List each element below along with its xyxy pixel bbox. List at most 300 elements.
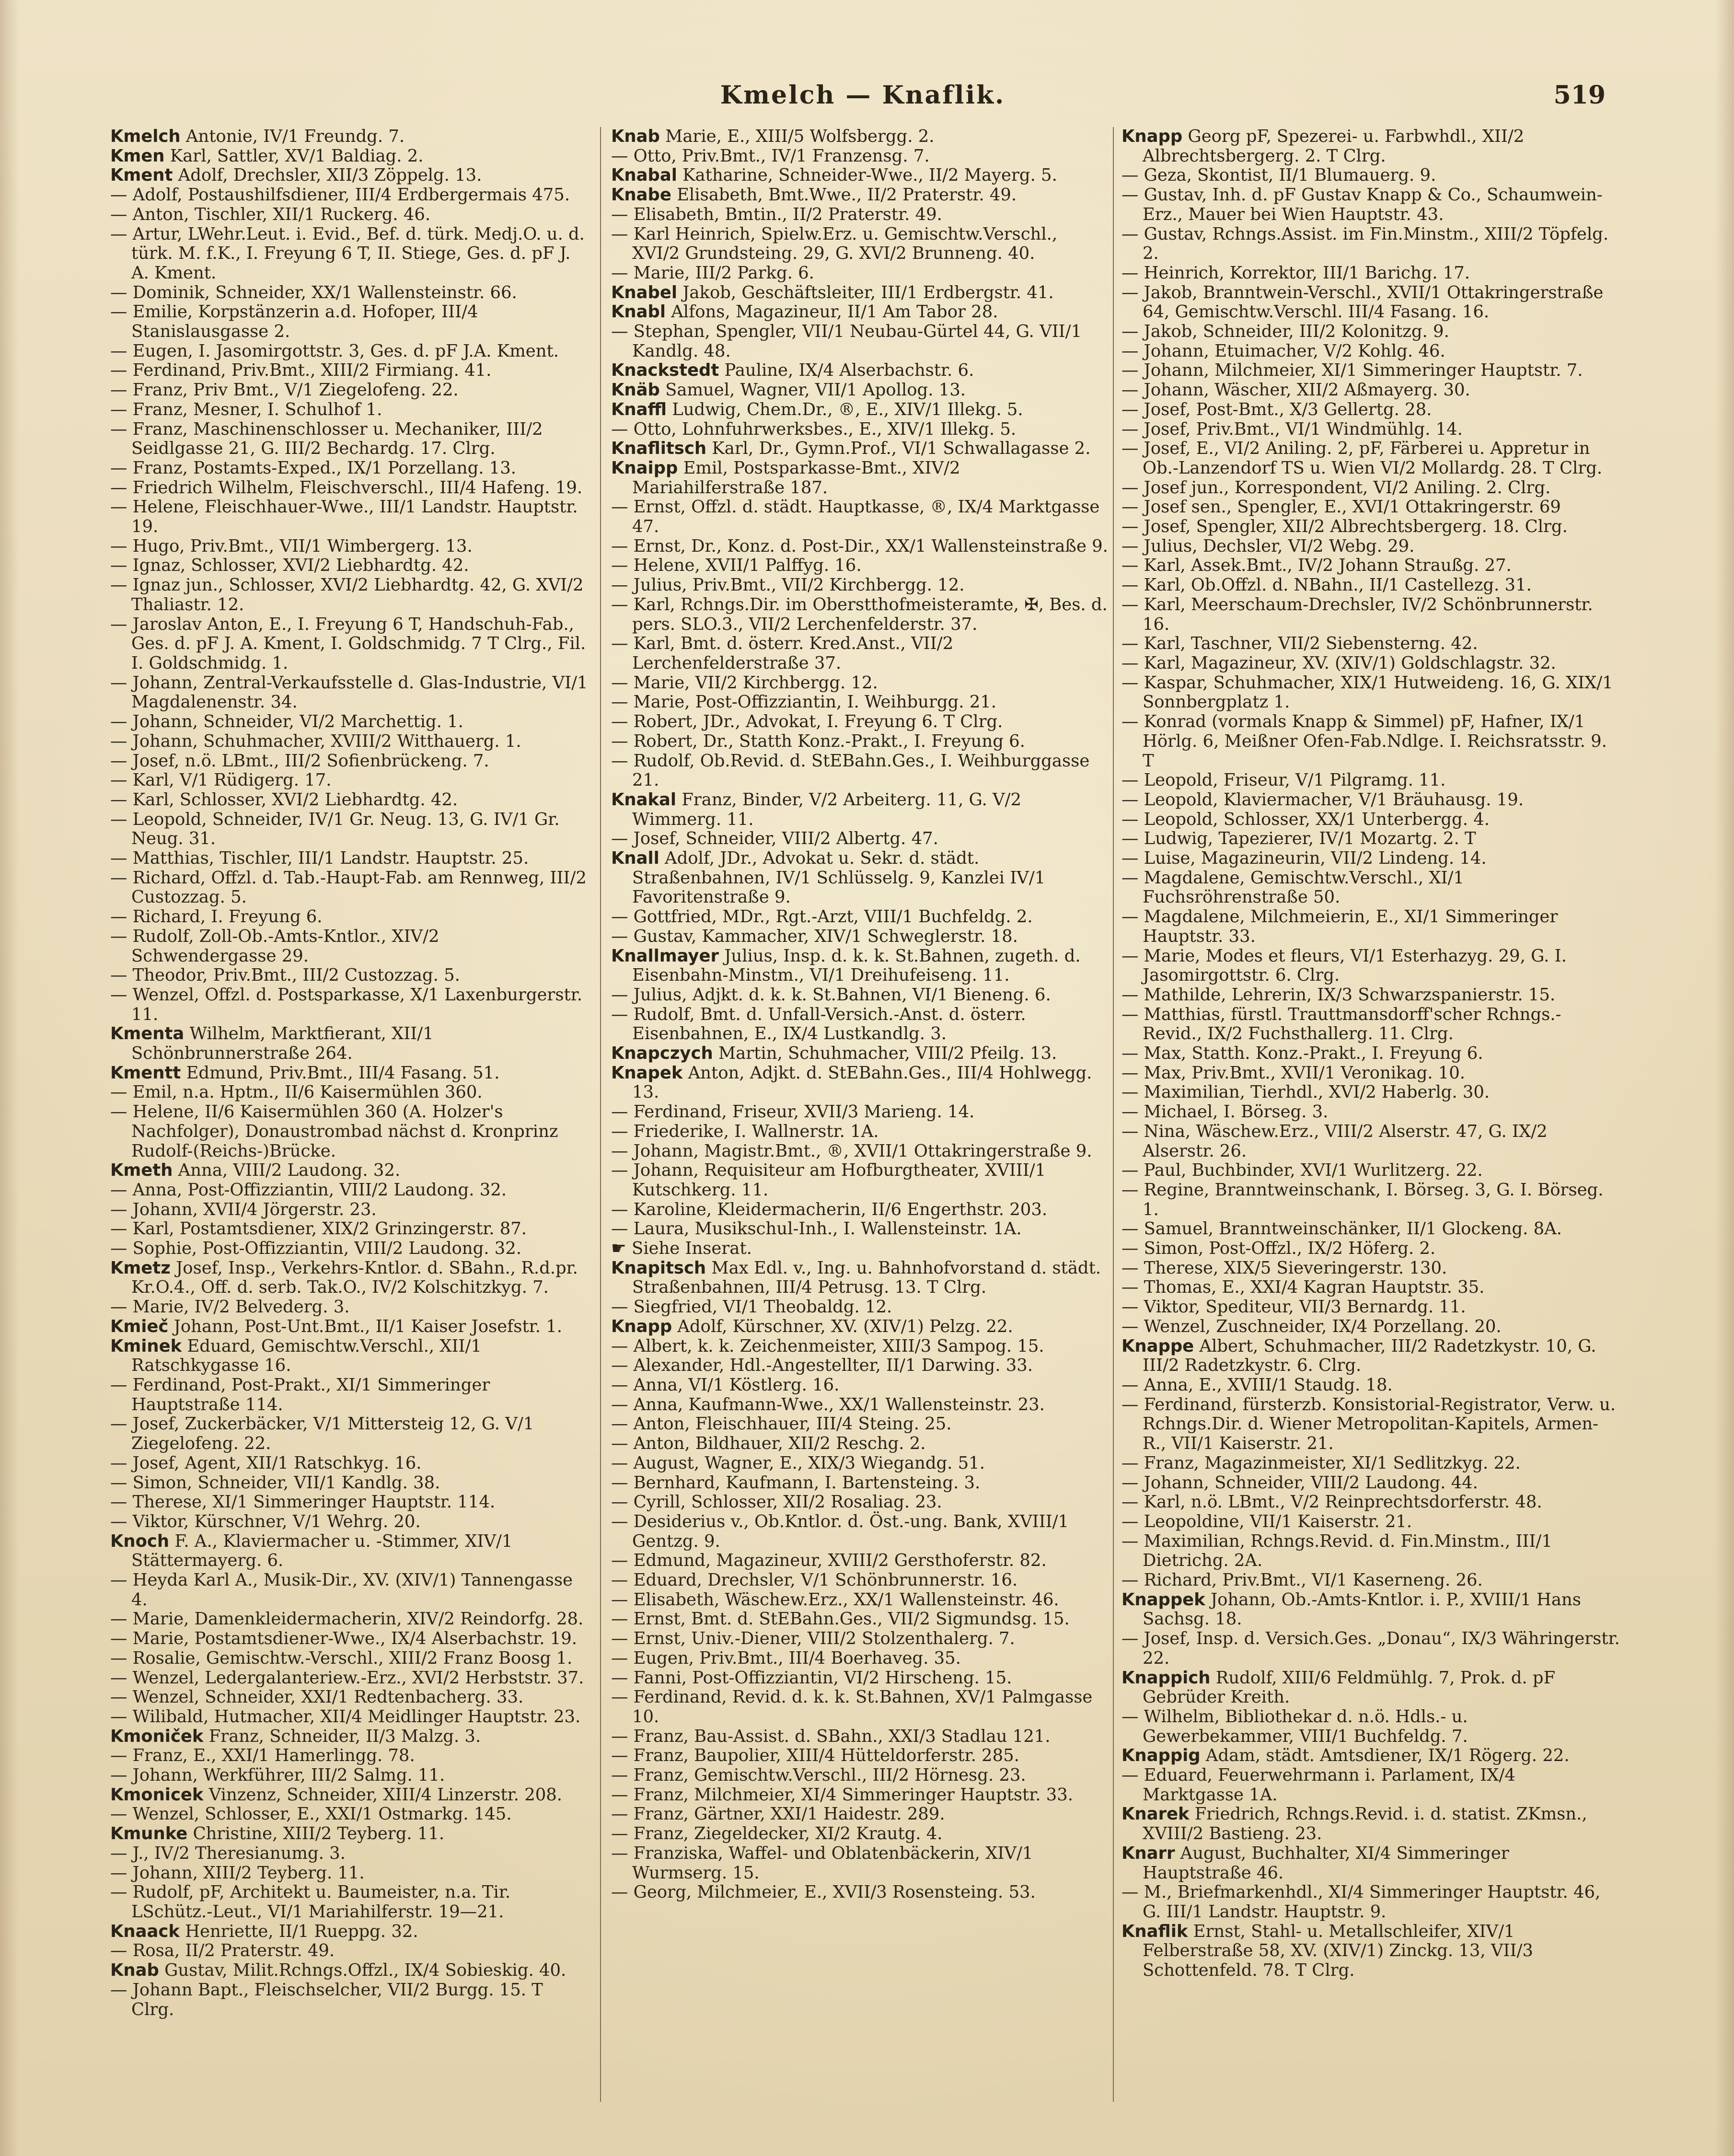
- entry-text: — Karl, Postamtsdiener, XIX/2 Grinzingerstr. 87.: [110, 1219, 527, 1239]
- entry-headword: Knabal: [611, 165, 677, 185]
- directory-entry: [611, 1064, 1110, 1102]
- entry-text: — M., Briefmarkenhdl., XI/4 Simmeringer Hauptstr. 46, G. III/1 Landstr. Hauptstr. 9.: [1121, 1882, 1601, 1922]
- entry-headword: Knapczych: [611, 1043, 713, 1064]
- entry-text: — Adolf, Postaushilfsdiener, III/4 Erdbergermais 475.: [110, 185, 570, 205]
- directory-entry: [611, 927, 1110, 947]
- directory-entry: [611, 907, 1110, 927]
- entry-text: — Franz, Priv Bmt., V/1 Ziegelofeng. 22.: [110, 380, 459, 400]
- directory-entry: [1121, 322, 1620, 342]
- directory-entry: [1121, 439, 1620, 478]
- directory-entry: [611, 1376, 1110, 1395]
- entry-text: — Max, Statth. Konz.-Prakt., I. Freyung 6.: [1121, 1043, 1483, 1064]
- entry-headword: Knapp: [611, 1316, 672, 1336]
- directory-entry: [1121, 1883, 1620, 1922]
- directory-entry: [110, 869, 590, 907]
- entry-headword: Knapek: [611, 1063, 683, 1083]
- directory-entry: [1121, 1064, 1620, 1083]
- directory-entry: [611, 985, 1110, 1005]
- entry-text: — Michael, I. Börseg. 3.: [1121, 1102, 1329, 1122]
- entry-text: — Elisabeth, Wäschew.Erz., XX/1 Wallensteinstr. 46.: [611, 1589, 1059, 1610]
- directory-entry: [1121, 1259, 1620, 1278]
- directory-entry: [110, 1785, 590, 1805]
- directory-entry: [1121, 1454, 1620, 1473]
- directory-entry: [110, 1317, 590, 1337]
- entry-text: — Ferdinand, fürsterzb. Konsistorial-Registrator, Verw. u. Rchngs.Dir. d. Wiener Metropolitan-Kapitels, Armen-R., VII/1 Kaiserstr. 21.: [1121, 1394, 1616, 1454]
- directory-entry: [110, 1824, 590, 1844]
- entry-text: — Georg, Milchmeier, E., XVII/3 Rosensteing. 53.: [611, 1882, 1036, 1902]
- directory-entry: [110, 1707, 590, 1727]
- directory-entry: [110, 1083, 590, 1102]
- directory-entry: [110, 498, 590, 536]
- directory-entry: [110, 381, 590, 400]
- entry-text: — Franz, Ziegeldecker, XI/2 Krautg. 4.: [611, 1824, 943, 1844]
- directory-entry: [110, 1493, 590, 1512]
- entry-text: — Helene, XVII/1 Palffyg. 16.: [611, 556, 862, 576]
- directory-entry: [110, 420, 590, 459]
- directory-entry: [1121, 556, 1620, 576]
- directory-entry: [611, 1005, 1110, 1044]
- entry-text: — Laura, Musikschul-Inh., I. Wallensteinstr. 1A.: [611, 1219, 1022, 1239]
- directory-entry: [110, 1181, 590, 1200]
- entry-text: Elisabeth, Bmt.Wwe., II/2 Praterstr. 49.: [677, 185, 1017, 205]
- entry-text: — Franz, E., XXI/1 Hamerlingg. 78.: [110, 1746, 415, 1766]
- entry-text: — Franz, Gemischtw.Verschl., III/2 Hörnesg. 23.: [611, 1765, 1026, 1785]
- entry-text: — Artur, LWehr.Leut. i. Evid., Bef. d. türk. Medj.O. u. d. türk. M. f.K., I. Freyung 6 T, II. Stiege, Ges. d. pF J. A. Kment.: [110, 224, 585, 283]
- directory-entry: [611, 1044, 1110, 1064]
- page-number: 519: [1553, 81, 1606, 110]
- entry-text: — Matthias, fürstl. Trauttmansdorff'scher Rchngs.-Revid., IX/2 Fuchsthallerg. 11. Clrg.: [1121, 1004, 1561, 1044]
- entry-text: Wilhelm, Marktfierant, XII/1 Schönbrunnerstraße 264.: [131, 1024, 434, 1064]
- entry-text: — Luise, Magazineurin, VII/2 Lindeng. 14.: [1121, 848, 1487, 869]
- entry-text: Jakob, Geschäftsleiter, III/1 Erdbergstr. 41.: [682, 282, 1054, 302]
- directory-entry: [110, 537, 590, 556]
- directory-entry: [1121, 517, 1620, 537]
- entry-text: — Marie, III/2 Parkg. 6.: [611, 263, 814, 283]
- directory-entry: [110, 361, 590, 381]
- page-edge-right: [1715, 0, 1734, 2156]
- entry-text: Anton, Adjkt. d. StEBahn.Ges., III/4 Hohlwegg. 13.: [632, 1063, 1092, 1102]
- directory-entry: [1121, 790, 1620, 810]
- entry-text: F. A., Klaviermacher u. -Stimmer, XIV/1 Stättermayerg. 6.: [131, 1531, 513, 1571]
- directory-entry: [611, 1512, 1110, 1551]
- entry-text: Eduard, Gemischtw.Verschl., XII/1 Ratschkygasse 16.: [131, 1336, 482, 1376]
- directory-entry: [1121, 1707, 1620, 1746]
- directory-entry: [611, 1629, 1110, 1649]
- entry-text: Martin, Schuhmacher, VIII/2 Pfeilg. 13.: [718, 1043, 1057, 1064]
- entry-text: Karl, Dr., Gymn.Prof., VI/1 Schwallagasse 2.: [712, 439, 1091, 459]
- directory-entry: [1121, 185, 1620, 224]
- directory-entry: [611, 1805, 1110, 1824]
- entry-text: — Heyda Karl A., Musik-Dir., XV. (XIV/1) Tannengasse 4.: [110, 1570, 573, 1610]
- entry-text: — Emilie, Korpstänzerin a.d. Hofoper, III/4 Stanislausgasse 2.: [110, 302, 478, 342]
- directory-entry: [611, 752, 1110, 790]
- entry-text: — Julius, Priv.Bmt., VII/2 Kirchbergg. 12.: [611, 575, 965, 595]
- directory-entry: [611, 1844, 1110, 1883]
- directory-entry: [611, 1337, 1110, 1356]
- directory-entry: [611, 1102, 1110, 1122]
- entry-headword: Knappek: [1121, 1589, 1205, 1610]
- directory-entry: [110, 1337, 590, 1376]
- directory-entry: [110, 127, 590, 147]
- directory-entry: [611, 439, 1110, 459]
- entry-text: Samuel, Wagner, VII/1 Apollog. 13.: [665, 380, 966, 400]
- entry-text: — Rudolf, pF, Architekt u. Baumeister, n.a. Tir. LSchütz.-Leut., VI/1 Mariahilferstr. 19—21.: [110, 1882, 511, 1922]
- directory-entry: [1121, 1376, 1620, 1395]
- entry-headword: Knabe: [611, 185, 671, 205]
- directory-entry: [611, 1883, 1110, 1902]
- directory-entry: [611, 1688, 1110, 1727]
- directory-entry: [611, 1571, 1110, 1590]
- entry-text: — Eduard, Feuerwehrmann i. Parlament, IX/4 Marktgasse 1A.: [1121, 1765, 1515, 1805]
- entry-text: August, Buchhalter, XI/4 Simmeringer Hauptstraße 46.: [1143, 1843, 1509, 1883]
- entry-headword: Kmen: [110, 146, 165, 166]
- entry-text: — Ferdinand, Revid. d. k. k. St.Bahnen, XV/1 Palmgasse 10.: [611, 1687, 1093, 1727]
- entry-text: — Hugo, Priv.Bmt., VII/1 Wimbergerg. 13.: [110, 536, 473, 556]
- directory-entry: [611, 1610, 1110, 1629]
- directory-entry: [611, 556, 1110, 576]
- entry-headword: Knäb: [611, 380, 660, 400]
- entry-headword: Knab: [611, 127, 660, 146]
- entry-text: Josef, Insp., Verkehrs-Kntlor. d. SBahn., R.d.pr. Kr.O.4., Off. d. serb. Tak.O., IV/2 Kolschitzkyg. 7.: [131, 1258, 578, 1298]
- entry-text: — Karl, Taschner, VII/2 Siebensterng. 42.: [1121, 634, 1478, 654]
- entry-text: — Johann, Werkführer, III/2 Salmg. 11.: [110, 1765, 445, 1785]
- page-header: [110, 72, 1615, 129]
- entry-text: — Geza, Skontist, II/1 Blumauerg. 9.: [1121, 165, 1436, 185]
- entry-headword: Knappig: [1121, 1746, 1201, 1766]
- entry-text: — Marie, Postamtsdiener-Wwe., IX/4 Alserbachstr. 19.: [110, 1629, 578, 1649]
- directory-entry: [611, 127, 1110, 147]
- directory-entry: [110, 556, 590, 576]
- directory-entry: [1121, 1317, 1620, 1337]
- entry-text: Marie, E., XIII/5 Wolfsbergg. 2.: [665, 127, 935, 146]
- directory-entry: [611, 1219, 1110, 1239]
- directory-entry: [1121, 654, 1620, 673]
- directory-entry: [1121, 498, 1620, 517]
- directory-entry: [1121, 634, 1620, 654]
- directory-entry: [110, 342, 590, 361]
- entry-text: — Viktor, Kürschner, V/1 Wehrg. 20.: [110, 1511, 421, 1531]
- column-1: [110, 127, 590, 2102]
- directory-entry: [110, 673, 590, 712]
- entry-text: — Karl, V/1 Rüdigerg. 17.: [110, 770, 332, 790]
- entry-text: — Gottfried, MDr., Rgt.-Arzt, VIII/1 Buchfeldg. 2.: [611, 907, 1033, 927]
- entry-text: — Johann Bapt., Fleischselcher, VII/2 Burgg. 15. T Clrg.: [110, 1980, 543, 2019]
- directory-entry: [110, 478, 590, 498]
- directory-entry: [110, 205, 590, 225]
- column-3: [1121, 127, 1620, 2102]
- directory-entry: [611, 1239, 1110, 1259]
- entry-text: — Albert, k. k. Zeichenmeister, XIII/3 Sampog. 15.: [611, 1336, 1044, 1356]
- entry-headword: Knabl: [611, 302, 666, 322]
- entry-text: — J., IV/2 Theresianumg. 3.: [110, 1843, 346, 1863]
- directory-entry: [110, 147, 590, 166]
- directory-entry: [110, 1200, 590, 1220]
- directory-entry: [1121, 1844, 1620, 1883]
- directory-entry: [110, 1844, 590, 1864]
- directory-entry: [1121, 1493, 1620, 1512]
- directory-entry: [110, 1239, 590, 1259]
- directory-entry: [1121, 576, 1620, 595]
- entry-text: — Anton, Fleischhauer, III/4 Steing. 25.: [611, 1414, 952, 1434]
- entry-text: — Marie, Post-Offizziantin, I. Weihburgg. 21.: [611, 692, 996, 712]
- directory-entry: [110, 1454, 590, 1473]
- running-title: Kmelch — Knaflik.: [720, 81, 1006, 110]
- entry-text: Alfons, Magazineur, II/1 Am Tabor 28.: [671, 302, 998, 322]
- entry-text: — Leopold, Schlosser, XX/1 Unterbergg. 4.: [1121, 809, 1490, 829]
- directory-entry: [1121, 1473, 1620, 1493]
- directory-entry: [110, 927, 590, 966]
- directory-entry: [611, 790, 1110, 829]
- directory-entry: [611, 693, 1110, 712]
- entry-headword: Kmunke: [110, 1824, 188, 1844]
- directory-entry: [1121, 381, 1620, 400]
- entry-text: — Gustav, Rchngs.Assist. im Fin.Minstm., XIII/2 Töpfelg. 2.: [1121, 224, 1609, 264]
- directory-entry: [110, 1610, 590, 1629]
- directory-entry: [110, 1649, 590, 1669]
- directory-entry: [1121, 1922, 1620, 1981]
- directory-entry: [611, 1785, 1110, 1805]
- entry-headword: Knakal: [611, 789, 677, 810]
- directory-entry: [110, 1532, 590, 1571]
- entry-text: Ernst, Stahl- u. Metallschleifer, XIV/1 Felberstraße 58, XV. (XIV/1) Zinckg. 13, VII/3 Schottenfeld. 78. T Clrg.: [1143, 1921, 1533, 1981]
- directory-entry: [1121, 849, 1620, 869]
- entry-text: — Friedrich Wilhelm, Fleischverschl., III/4 Hafeng. 19.: [110, 477, 583, 498]
- entry-text: — Franz, Maschinenschlosser u. Mechaniker, III/2 Seidlgasse 21, G. III/2 Bechardg. 17. Clrg.: [110, 419, 543, 459]
- entry-text: — Emil, n.a. Hptm., II/6 Kaisermühlen 360.: [110, 1082, 483, 1102]
- entry-text: — Samuel, Branntweinschänker, II/1 Glockeng. 8A.: [1121, 1219, 1562, 1239]
- entry-headword: Knapp: [1121, 127, 1183, 146]
- entry-text: — Rudolf, Ob.Revid. d. StEBahn.Ges., I. Weihburggasse 21.: [611, 751, 1090, 790]
- entry-text: — Ernst, Dr., Konz. d. Post-Dir., XX/1 Wallensteinstraße 9.: [611, 536, 1108, 556]
- directory-entry: [110, 732, 590, 752]
- entry-text: — Marie, Damenkleidermacherin, XIV/2 Reindorfg. 28.: [110, 1609, 584, 1629]
- directory-entry: [611, 1434, 1110, 1454]
- directory-entry: [611, 829, 1110, 849]
- entry-text: — Ferdinand, Priv.Bmt., XIII/2 Firmiang. 41.: [110, 360, 492, 381]
- entry-text: — Johann, Magistr.Bmt., ®, XVII/1 Ottakringerstraße 9.: [611, 1141, 1092, 1161]
- entry-text: — Regine, Branntweinschank, I. Börseg. 3, G. I. Börseg. 1.: [1121, 1180, 1604, 1219]
- entry-text: — Robert, Dr., Statth Konz.-Prakt., I. Freyung 6.: [611, 731, 1025, 751]
- entry-text: Johann, Post-Unt.Bmt., II/1 Kaiser Josefstr. 1.: [173, 1316, 562, 1336]
- entry-text: — Johann, Requisiteur am Hofburgtheater, XVIII/1 Kutschkerg. 11.: [611, 1160, 1046, 1200]
- entry-headword: Knoch: [110, 1531, 170, 1551]
- entry-text: — Karoline, Kleidermacherin, II/6 Engerthstr. 203.: [611, 1199, 1048, 1219]
- entry-text: — August, Wagner, E., XIX/3 Wiegandg. 51.: [611, 1453, 985, 1473]
- entry-text: ☛ Siehe Inserat.: [611, 1239, 752, 1259]
- entry-text: Ludwig, Chem.Dr., ®, E., XIV/1 Illekg. 5.: [672, 399, 1023, 419]
- entry-text: — Marie, Modes et fleurs, VI/1 Esterhazyg. 29, G. I. Jasomirgottstr. 6. Clrg.: [1121, 946, 1567, 985]
- entry-text: — Gustav, Inh. d. pF Gustav Knapp & Co., Schaumwein-Erz., Mauer bei Wien Hauptstr. 43.: [1121, 185, 1603, 224]
- directory-entry: [1121, 1805, 1620, 1843]
- entry-text: — Mathilde, Lehrerin, IX/3 Schwarzspanierstr. 15.: [1121, 985, 1556, 1005]
- directory-entry: [611, 1200, 1110, 1220]
- entry-text: — Thomas, E., XXI/4 Kagran Hauptstr. 35.: [1121, 1277, 1485, 1298]
- entry-text: — Josef, n.ö. LBmt., III/2 Sofienbrückeng. 7.: [110, 751, 489, 771]
- entry-headword: Knarek: [1121, 1804, 1190, 1824]
- directory-entry: [611, 283, 1110, 303]
- directory-entry: [110, 1064, 590, 1083]
- entry-text: Julius, Insp. d. k. k. St.Bahnen, zugeth. d. Eisenbahn-Minstm., VI/1 Dreihufeiseng. 11.: [632, 946, 1081, 985]
- entry-headword: Knaflitsch: [611, 439, 707, 459]
- directory-entry: [611, 1727, 1110, 1747]
- entry-text: — Josef jun., Korrespondent, VI/2 Aniling. 2. Clrg.: [1121, 477, 1551, 498]
- directory-entry: [110, 1805, 590, 1824]
- entry-text: — Richard, Offzl. d. Tab.-Haupt-Fab. am Rennweg, III/2 Custozzag. 5.: [110, 868, 587, 907]
- entry-text: — Josef, E., VI/2 Aniling. 2, pF, Färberei u. Appretur in Ob.-Lanzendorf TS u. Wien VI/2 Mollardg. 28. T Clrg.: [1121, 439, 1603, 478]
- column-2: [611, 127, 1110, 2102]
- directory-entry: [1121, 1571, 1620, 1590]
- directory-entry: [110, 1746, 590, 1766]
- entry-text: — Magdalene, Gemischtw.Verschl., XI/1 Fuchsröhrenstraße 50.: [1121, 868, 1464, 907]
- directory-entry: [611, 1298, 1110, 1317]
- column-divider: [600, 127, 601, 2102]
- entry-text: — Josef, Zuckerbäcker, V/1 Mittersteig 12, G. V/1 Ziegelofeng. 22.: [110, 1414, 534, 1454]
- entry-text: — Karl, Ob.Offzl. d. NBahn., II/1 Castellezg. 31.: [1121, 575, 1532, 595]
- directory-entry: [1121, 478, 1620, 498]
- entry-text: — Karl, Meerschaum-Drechsler, IV/2 Schönbrunnerstr. 16.: [1121, 594, 1593, 634]
- entry-text: Adam, städt. Amtsdiener, IX/1 Rögerg. 22.: [1205, 1746, 1570, 1766]
- directory-entry: [1121, 1102, 1620, 1122]
- entry-text: — Wilibald, Hutmacher, XII/4 Meidlinger Hauptstr. 23.: [110, 1706, 581, 1727]
- directory-entry: [611, 264, 1110, 283]
- directory-entry: [1121, 283, 1620, 322]
- entry-text: — Ludwig, Tapezierer, IV/1 Mozartg. 2. T: [1121, 829, 1476, 849]
- directory-entry: [1121, 1298, 1620, 1317]
- entry-text: Franz, Binder, V/2 Arbeiterg. 11, G. V/2 Wimmerg. 11.: [632, 789, 1021, 829]
- directory-entry: [110, 185, 590, 205]
- entry-text: Franz, Schneider, II/3 Malzg. 3.: [208, 1726, 481, 1746]
- entry-text: — Otto, Priv.Bmt., IV/1 Franzensg. 7.: [611, 146, 930, 166]
- directory-entry: [611, 147, 1110, 166]
- directory-entry: [1121, 1278, 1620, 1298]
- directory-entry: [110, 1298, 590, 1317]
- entry-text: — Franziska, Waffel- und Oblatenbäckerin, XIV/1 Wurmserg. 15.: [611, 1843, 1033, 1883]
- directory-entry: [611, 1356, 1110, 1376]
- entry-headword: Knappich: [1121, 1668, 1211, 1688]
- directory-entry: [611, 732, 1110, 752]
- entry-text: — Karl, Schlosser, XVI/2 Liebhardtg. 42.: [110, 789, 458, 810]
- entry-headword: Knabel: [611, 282, 677, 302]
- entry-text: — Kaspar, Schuhmacher, XIX/1 Hutweideng. 16, G. XIX/1 Sonnbergplatz 1.: [1121, 672, 1613, 712]
- directory-entry: [1121, 1005, 1620, 1044]
- entry-text: — Eduard, Drechsler, V/1 Schönbrunnerstr. 16.: [611, 1570, 1018, 1590]
- entry-text: Friedrich, Rchngs.Revid. i. d. statist. ZKmsn., XVIII/2 Bastieng. 23.: [1143, 1804, 1587, 1844]
- entry-text: — Wenzel, Offzl. d. Postsparkasse, X/1 Laxenburgerstr. 11.: [110, 985, 582, 1024]
- directory-entry: [611, 302, 1110, 322]
- directory-entry: [611, 576, 1110, 595]
- directory-entry: [110, 1864, 590, 1883]
- entry-text: — Johann, XIII/2 Teyberg. 11.: [110, 1863, 365, 1883]
- entry-headword: Knackstedt: [611, 360, 719, 381]
- directory-entry: [1121, 810, 1620, 830]
- directory-entry: [1121, 225, 1620, 264]
- directory-entry: [611, 1259, 1110, 1298]
- entry-text: — Dominik, Schneider, XX/1 Wallensteinstr. 66.: [110, 282, 517, 302]
- directory-entry: [110, 1512, 590, 1532]
- directory-entry: [110, 849, 590, 869]
- directory-entry: [1121, 1181, 1620, 1219]
- directory-entry: [110, 1376, 590, 1414]
- directory-entry: [110, 771, 590, 790]
- entry-text: Pauline, IX/4 Alserbachstr. 6.: [724, 360, 974, 381]
- entry-text: — Leopold, Klaviermacher, V/1 Bräuhausg. 19.: [1121, 789, 1524, 810]
- entry-text: — Karl, n.ö. LBmt., V/2 Reinprechtsdorferstr. 48.: [1121, 1492, 1542, 1512]
- entry-text: Johann, Ob.-Amts-Kntlor. i. P., XVIII/1 Hans Sachsg. 18.: [1143, 1589, 1581, 1629]
- entry-headword: Knaack: [110, 1921, 180, 1941]
- directory-entry: [611, 459, 1110, 498]
- directory-entry: [611, 381, 1110, 400]
- entry-text: — Karl, Magazineur, XV. (XIV/1) Goldschlagstr. 32.: [1121, 653, 1556, 673]
- entry-text: — Johann, Schneider, VI/2 Marchettig. 1.: [110, 712, 463, 732]
- directory-entry: [110, 1024, 590, 1063]
- directory-entry: [611, 1824, 1110, 1844]
- entry-text: — Johann, Schuhmacher, XVIII/2 Witthauerg. 1.: [110, 731, 521, 751]
- entry-text: Katharine, Schneider-Wwe., II/2 Mayerg. 5.: [682, 165, 1057, 185]
- entry-text: — Karl, Assek.Bmt., IV/2 Johann Straußg. 27.: [1121, 556, 1512, 576]
- entry-text: — Simon, Schneider, VII/1 Kandlg. 38.: [110, 1472, 440, 1493]
- entry-text: — Magdalene, Milchmeierin, E., XI/1 Simmeringer Hauptstr. 33.: [1121, 907, 1558, 946]
- entry-text: — Josef, Insp. d. Versich.Ges. „Donau“, IX/3 Währingerstr. 22.: [1121, 1629, 1620, 1668]
- entry-text: — Gustav, Kammacher, XIV/1 Schweglerstr. 18.: [611, 926, 1018, 946]
- entry-headword: Kmonicek: [110, 1785, 204, 1805]
- entry-text: Gustav, Milit.Rchngs.Offzl., IX/4 Sobieskig. 40.: [164, 1960, 566, 1981]
- directory-entry: [1121, 595, 1620, 634]
- directory-entry: [1121, 537, 1620, 556]
- entry-text: — Johann, Wäscher, XII/2 Aßmayerg. 30.: [1121, 380, 1470, 400]
- entry-text: Vinzenz, Schneider, XIII/4 Linzerstr. 208.: [208, 1785, 562, 1805]
- directory-entry: [110, 1961, 590, 1981]
- entry-text: — Wenzel, Schneider, XXI/1 Redtenbacherg. 33.: [110, 1687, 524, 1707]
- directory-entry: [611, 1649, 1110, 1669]
- entry-text: — Johann, XVII/4 Jörgerstr. 23.: [110, 1199, 377, 1219]
- directory-entry: [1121, 342, 1620, 361]
- directory-entry: [611, 1317, 1110, 1337]
- directory-entry: [110, 1259, 590, 1298]
- directory-entry: [611, 185, 1110, 205]
- column-divider: [1113, 127, 1114, 2102]
- entry-text: — Franz, Magazinmeister, XI/1 Sedlitzkyg. 22.: [1121, 1453, 1521, 1473]
- directory-entry: [611, 1551, 1110, 1571]
- directory-entry: [611, 1122, 1110, 1142]
- entry-text: Christine, XIII/2 Teyberg. 11.: [193, 1824, 445, 1844]
- entry-text: — Fanni, Post-Offizziantin, VI/2 Hirscheng. 15.: [611, 1668, 1012, 1688]
- directory-entry: [611, 205, 1110, 225]
- directory-entry: [611, 322, 1110, 361]
- entry-text: — Marie, IV/2 Belvederg. 3.: [110, 1297, 350, 1317]
- entry-text: — Julius, Dechsler, VI/2 Webg. 29.: [1121, 536, 1415, 556]
- entry-text: — Anton, Tischler, XII/1 Ruckerg. 46.: [110, 204, 431, 224]
- entry-text: — Anna, Post-Offizziantin, VIII/2 Laudong. 32.: [110, 1180, 507, 1200]
- entry-text: — Stephan, Spengler, VII/1 Neubau-Gürtel 44, G. VII/1 Kandlg. 48.: [611, 322, 1082, 361]
- entry-text: — Therese, XI/1 Simmeringer Hauptstr. 114.: [110, 1492, 496, 1512]
- entry-text: — Karl, Bmt. d. österr. Kred.Anst., VII/2 Lerchenfelderstraße 37.: [611, 634, 954, 673]
- entry-text: Adolf, Kürschner, XV. (XIV/1) Pelzg. 22.: [677, 1316, 1013, 1336]
- entry-text: — Julius, Adjkt. d. k. k. St.Bahnen, VI/1 Bieneng. 6.: [611, 985, 1051, 1005]
- directory-entry: [110, 1688, 590, 1707]
- entry-text: — Franz, Gärtner, XXI/1 Haidestr. 289.: [611, 1804, 945, 1824]
- entry-text: — Alexander, Hdl.-Angestellter, II/1 Darwing. 33.: [611, 1356, 1033, 1376]
- entry-headword: Kminek: [110, 1336, 182, 1356]
- entry-text: Antonie, IV/1 Freundg. 7.: [185, 127, 405, 146]
- entry-text: — Cyrill, Schlosser, XII/2 Rosaliag. 23.: [611, 1492, 942, 1512]
- entry-text: — Ferdinand, Post-Prakt., XI/1 Simmeringer Hauptstraße 114.: [110, 1375, 490, 1414]
- entry-headword: Knall: [611, 848, 659, 869]
- directory-entry: [110, 302, 590, 341]
- directory-entry: [611, 595, 1110, 634]
- entry-text: — Ernst, Offzl. d. städt. Hauptkasse, ®, IX/4 Marktgasse 47.: [611, 497, 1100, 537]
- entry-headword: Kmeth: [110, 1160, 173, 1181]
- directory-entry: [110, 459, 590, 478]
